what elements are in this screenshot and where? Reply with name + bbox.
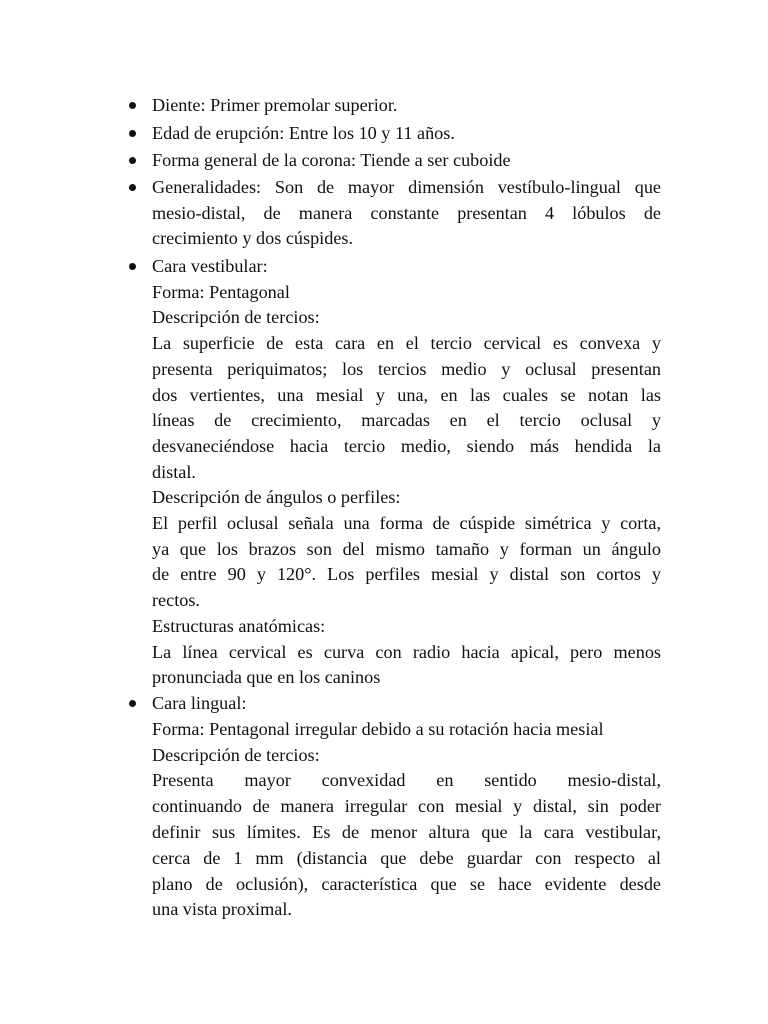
text-line: mesio-distal, de manera constante presentan 4 lóbulos de [152, 202, 661, 223]
text-line: distal. [152, 461, 196, 482]
text-line: presenta periquimatos; los tercios medio y oclusal presentan [152, 358, 661, 379]
bullet-icon [129, 102, 136, 109]
text-line: líneas de crecimiento, marcadas en el tercio oclusal y [152, 410, 661, 431]
text-line: una vista proximal. [152, 899, 292, 920]
text-line: ya que los brazos son del mismo tamaño y forman un ángulo [152, 538, 661, 559]
text-line: El perfil oclusal señala una forma de cúspide simétrica y corta, [152, 513, 661, 533]
text-line: desvaneciéndose hacia tercio medio, siendo más hendida la [152, 435, 661, 456]
text-line: Presenta mayor convexidad en sentido mesio-distal, [152, 770, 661, 791]
text-line: Forma: Pentagonal [152, 281, 290, 302]
text-line: crecimiento y dos cúspides. [152, 228, 354, 248]
list-item-generalidades [0, 175, 768, 251]
list-item-cara-vestibular [0, 254, 768, 694]
text-line: Forma general de la corona: Tiende a ser cuboide [152, 150, 511, 170]
text-line: plano de oclusión), característica que se hace evidente desde [152, 873, 661, 894]
text-line: Diente: Primer premolar superior. [152, 95, 398, 115]
list-item-edad-erupcion [0, 121, 768, 146]
text-line: Descripción de tercios: [152, 307, 320, 328]
text-line: definir sus límites. Es de menor altura que la cara vestibular, [152, 822, 661, 842]
list-item-cara-lingual [0, 691, 768, 931]
text-line: dos vertientes, una mesial y una, en las cuales se notan las [152, 384, 661, 405]
text-line: Edad de erupción: Entre los 10 y 11 años. [152, 123, 455, 143]
list-item-forma-corona [0, 148, 768, 173]
text-line: La línea cervical es curva con radio hacia apical, pero menos [152, 641, 661, 662]
text-line: rectos. [152, 590, 200, 611]
text-line: continuando de manera irregular con mesial y distal, sin poder [152, 796, 661, 817]
text-line: de entre 90 y 120°. Los perfiles mesial y distal son cortos y [152, 564, 661, 585]
list-item-diente [0, 93, 768, 118]
bullet-icon [129, 157, 136, 164]
text-line: Descripción de tercios: [152, 744, 320, 765]
section-heading: Cara lingual: [152, 693, 247, 713]
bullet-icon [129, 700, 136, 707]
text-line: Descripción de ángulos o perfiles: [152, 487, 401, 508]
text-line: pronunciada que en los caninos [152, 667, 381, 688]
section-heading: Cara vestibular: [152, 256, 268, 276]
bullet-icon [129, 130, 136, 137]
text-line: cerca de 1 mm (distancia que debe guardar con respecto al [152, 847, 661, 868]
bullet-icon [129, 184, 136, 191]
text-line: Generalidades: Son de mayor dimensión vestíbulo-lingual que [152, 177, 661, 197]
text-line: Forma: Pentagonal irregular debido a su rotación hacia mesial [152, 718, 604, 739]
bullet-icon [129, 263, 136, 270]
text-line: Estructuras anatómicas: [152, 615, 326, 636]
text-line: La superficie de esta cara en el tercio cervical es convexa y [152, 333, 661, 354]
